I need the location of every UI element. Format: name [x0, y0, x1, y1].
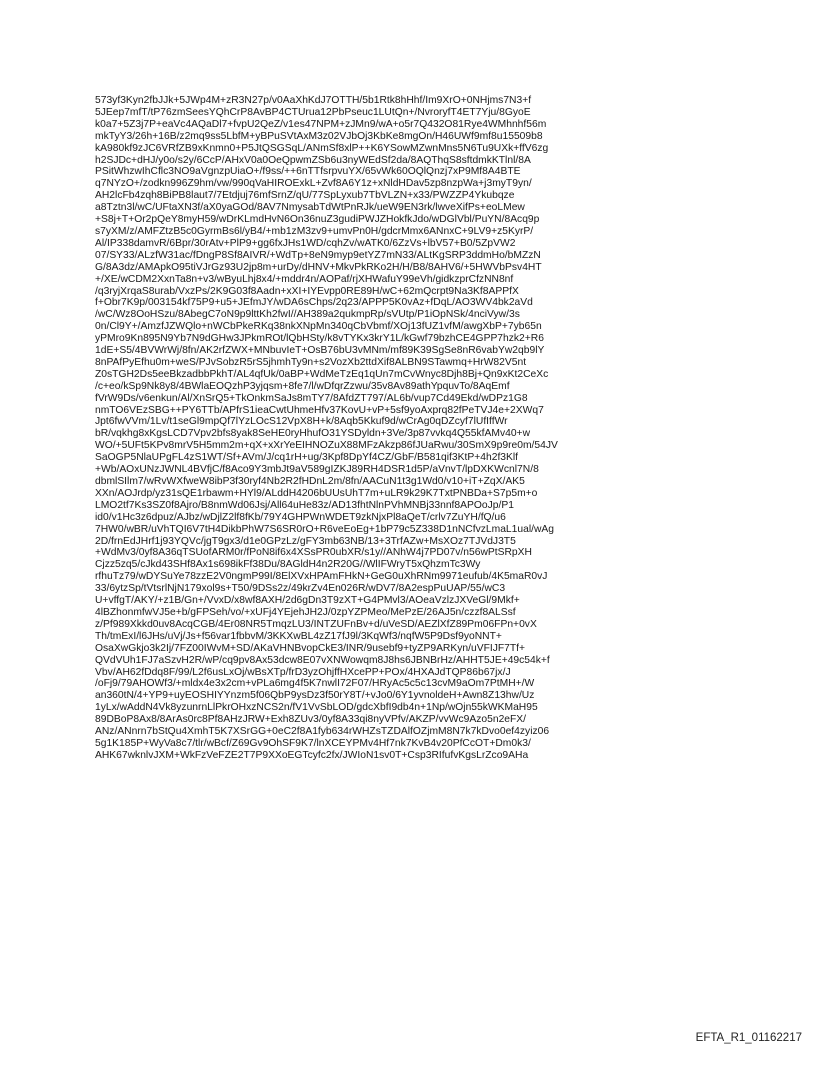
encoded-text-line: OsaXwGkjo3k2Ij/7FZ00IWvM+SD/AKaVHNBvopCkE3/INR/9usebf9+tyZP9ARKyn/uVFIJF7Tf+	[95, 642, 526, 654]
encoded-text-line: h2SJDc+dHJ/y0o/s2y/6CcP/AHxV0a0OeQpwmZSb6u3nyWEdSf2da/8AQThqS8sftdmkKTlnl/8A	[95, 154, 531, 166]
encoded-text-line: +WdMv3/0yf8A36qTSUofARM0r/fPoN8if6x4XSsPR0ubXR/s1y//ANhW4j7PD07v/n56wPtSRpXH	[95, 547, 532, 559]
encoded-text-line: z/Pf989Xkkd0uv8AcqCGB/4Er08NR5TmqzLU3/INTZUFnBv+d/uVeSD/AEZlXfZ89Pm06FPn+0vX	[95, 618, 537, 630]
encoded-text-line: Th/tmExI/l6JHs/uVj/Js+f56var1fbbvM/3KKXwBL4zZ17fJ9l/3KqWf3/nqfW5P9Dsf9yoNNT+	[95, 630, 502, 642]
encoded-text-line: LMO2tf7Ks3SZ0f8Ajro/B8nmWd06Jsj/All64uHe83z/AD13fhtNlnPVhMNBj33nnf8APOoJp/P1	[95, 499, 514, 511]
encoded-text-line: 0n/Cl9Y+/AmzfJZWQlo+nWCbPkeRKq38nkXNpMn340qCbVbmf/XOj13fUZ1vfM/awgXbP+7yb65n	[95, 321, 542, 333]
encoded-text-line: s7yXM/z/AMFZtzB5c0GyrmBs6l/yB4/+mb1zM3zv9+umvPn0H/gdcrMmx6ANnxC+9LV9+z5KyrP/	[95, 225, 534, 237]
encoded-text-line: XXn/AOJrdp/yz31sQE1rbawm+HYl9/ALddH4206bUUsUhT7m+uLR9k29K7TxtPNBDa+S7p5m+o	[95, 487, 538, 499]
encoded-text-line: +S8j+T+Or2pQeY8myH59/wDrKLmdHvN6On36nuZ3gudiPWJZHokfkJdo/wDGlVbl/PuYN/8Acq9p	[95, 214, 540, 226]
encoded-text-line: 89DBoP8Ax8/8ArAs0rc8Pf8AHzJRW+Exh8ZUv3/0yf8A33qi8nyVPfv/AKZP/vvWc9Azo5n2eFX/	[95, 714, 527, 726]
document-id-footer: EFTA_R1_01162217	[695, 1032, 802, 1044]
encoded-text-line: AH2lcFb4zqh8BiPB8laut7/7Etdjuj76mfSrnZ/qU/77SpLyxub7TbVLZN+x33/PWZZP4Ykubqze	[95, 190, 515, 202]
encoded-text-line: id0/v1Hc3z6dpuz/AJbz/wDjlZ2lf8fKb/79Y4GHPWnWDET9zkNjxPl8aQeT/crlv7ZuYH/fQ/u6	[95, 511, 506, 523]
encoded-text-line: a8Tztn3l/wC/UFtaXN3f/aX0yaGOd/8AV7NmysabTdWtPnRJk/ueW9EN3rk/lwveXifPs+eoLMew	[95, 202, 525, 214]
encoded-text-line: rfhuTz79/wDYSuYe78zzE2V0ngmP99I/8ElXVxHPAmFHkN+GeG0uXhRNm9971eufub/4K5maR0vJ	[95, 571, 548, 583]
encoded-text-line: Cjzz5zq5/cJkd43SHf8Ax1s698ikFf38Du/8AGldH4n2R20G//WlIFWryT5xQhzmTc3Wy	[95, 559, 481, 571]
encoded-text-line: /q3ryjXrqaS8urab/VxzPs/2K9G03f8Aadn+xXI+IYEvpp0RE89H/wC+62mQcrpt9Na3Kf8APPfX	[95, 285, 519, 297]
encoded-text-line: 33/6ytzSp/tVtsrlNjN179xol9s+T50/9DSs2z/49krZv4En026R/wDV7/8A2espPuUAP/55/wC3	[95, 583, 506, 595]
encoded-text-line: 8nPAfPyEfhu0m+weS/PJvSobzR5rS5jhmhTy9n+s2VozXb2ttdXif8ALBN9STawmq+HrW82V5nt	[95, 356, 527, 368]
encoded-text-line: q7NYzO+/zodkn996Z9hm/vw/990qVaHIROExkL+Zvf8A6Y1z+xNldHDav5zp8nzpWa+j3myT9yn/	[95, 178, 532, 190]
encoded-text-line: U+vffgT/AKY/+z1B/Gn+/VvxD/x8wf8AXH/2d6gDn3T9zXT+G4PMvl3/AOeaVzlzJXVeGl/9Mkf+	[95, 595, 520, 607]
encoded-text-line: /wC/Wz8OoHSzu/8AbegC7oN9p9lttKh2fwI//AH389a2qukmpRp/sVUtp/P1iOpNSk/4nciVyw/3s	[95, 309, 520, 321]
encoded-text-line: k0a7+5Z3j7P+eaVc4AQaDl7+fvpU2QeZ/v1es47NPM+zJMn9/wA+o5r7Q432O81Rye4WMhnhf56m	[95, 118, 547, 130]
encoded-text-line: f+Obr7K9p/003154kf75P9+u5+JEfmJY/wDA6sChps/2q23/APPP5K0vAz+fDqL/AO3WV4bk2aVd	[95, 297, 533, 309]
encoded-text-line: AHK67wknlvJXM+WkFzVeFZE2T7P9XXoEGTcyfc2fx/JWIoN1sv0T+Csp3RIfufvKgsLrZco9AHa	[95, 749, 529, 761]
encoded-text-line: nmTO6VEzSBG++PY6TTb/APfrS1ieaCwtUhmeHfv37KovU+vP+5sf9yoAxprq82fPeTVJ4e+2XWq7	[95, 404, 544, 416]
encoded-text-line: mkTyY3/26h+16B/z2mq9ss5LbfM+yBPuSVtAxM3z02VJbOj3KbKe8mgOn/H46UWf9mf8u15509b8	[95, 130, 543, 142]
encoded-text-line: /oFj9/79AHOWf3/+mldx4e3x2cm+vPLa6mg4f5K7nwlI72F07/HRyAc5c5c13cvM9aOm7PtMH+/W	[95, 678, 535, 690]
encoded-text-line: +Wb/AOxUNzJWNL4BVfjC/f8Aco9Y3mbJt9aV589gIZKJ89RH4DSR1d5P/aVnvT/lpDXKWcnl7N/8	[95, 464, 539, 476]
encoded-text-line: yPMro9Kn895N9Yb7N9dGHw3JPkmROt/lQbHSty/k8vTYKx3krY1L/kGwf79bzhCE4GPP7hzk2+R6	[95, 333, 544, 345]
encoded-text-line: 5JEep7mfT/tP76zmSeesYQhCrP8AvBP4CTUrua12PbPseuc1LUtQn+/NvroryfT4ET7Yju/8GyoE	[95, 106, 531, 118]
encoded-text-line: QVdVUh1FJ7aSzvH2R/wP/cq9pv8Ax53dcw8E07vXNWowqm8J8hs6JBNBrHz/AHHT5JE+49c54k+f	[95, 654, 550, 666]
encoded-text-line: +/XE/wCDM2XxnTa8n+v3/wByuLhj8x4/+mddr4n/AOPaf/rjXHWafuY99eVh/gidkzprCfzNN8nf	[95, 273, 514, 285]
encoded-text-line: an360tN/4+YP9+uyEOSHIYYnzm5f06QbP9ysDz3f50rY8T/+vJo0/6Y1yvnoldeH+Awn8Z13hw/Uz	[95, 690, 535, 702]
encoded-text-line: SaOGP5NlaUPgFL4zS1WT/Sf+AVm/J/cq1rH+ug/3Kpf8DpYf4CZ/GbF/B581qif3KtP+4h2f3Klf	[95, 452, 519, 464]
encoded-text-line: 7HW0/wBR/uVhTQI6V7tH4DikbPhW7S6SR0rO+R6veEoEg+1bP79c5Z338D1nNCfvzLmaL1ual/wAg	[95, 523, 555, 535]
encoded-text-line: /c+eo/kSp9Nk8y8/4BWlaEOQzhP3yjqsm+8fe7/l/wDfqrZzwu/35v8Av89athYpquvTo/8AqEmf	[95, 380, 510, 392]
encoded-text-line: Jpt6fwVVm/1Lv/t1seGl9mpQf7lYzLOcS12VpX8H+k/8Aqb5Kkuf9d/wCrAg0qDZcyf7lUfIffWr	[95, 416, 508, 428]
encoded-text-line: WO/+5UFt5KPv8mrV5H5mm2m+qX+xXrYeEIHNOZuX88MFzAkzp86fJUaRwu/30SmX9p9re0m/54JV	[95, 440, 558, 452]
encoded-text-line: PSitWhzwIhCflc3NO9aVgnzpUiaO+/f9ss/++6nTTfsrpvuYX/65vWk60OQlQnzj7xP9Mf8A4BTE	[95, 166, 521, 178]
encoded-text-line: 5g1K185P+WyVa8c7/tlr/wBcf/Z69Gv9OhSF9K7/lnXCEYPMv4Hf7nk7KvB4v20PfCcOT+Dm0k3/	[95, 737, 531, 749]
encoded-text-line: Z0sTGH2Ds5eeBkzadbbPkhT/AL4qfUk/0aBP+WdMeTzEq1qUn7mCvWnyc8Djh8Bj+Qn9xKt2CeXc	[95, 368, 549, 380]
encoded-text-line: 4lBZhonmfwVJ5e+b/gFPSeh/vo/+xUFj4YEjehJH2J/0zpYZPMeo/MePzE/26AJ5n/czzf8ALSsf	[95, 606, 516, 618]
encoded-text-line: 2D/frnEdJHrf1j93YQVc/jgT9gx3/d1e0GPzLz/gFY3mb63NB/13+3TrfAZw+MsXOz7TJVdJ3T5	[95, 535, 516, 547]
encoded-text-line: Vbv/AH62fDdq8F/99/L2f6usLxOj/wBsXTp/frD3yzOhjffHXcePP+POx/4HXAJdTQP86b67jx/J	[95, 666, 511, 678]
encoded-text-line: kA980kf9zJC6VRfZB9xKnmn0+P5JtQSGSqL/ANmSf8xlP++K6YSowMZwnMns5N6Tu9UXk+ffV6zg	[95, 142, 549, 154]
encoded-text-line: dbmlSIlm7/wRvWXfweW8ibP3f30ryf4Nb2R2fHDnL2m/8fn/AACuN1t3g1Wd0/v10+iT+ZqX/AK5	[95, 476, 525, 487]
encoded-text-line: 07/SY33/ALzfW31ac/fDngP8Sf8AIVR/+WdTp+8eN9myp9etYZ7mN33/ALtKgSRP3ddmHo/bMZzN	[95, 249, 541, 261]
encoded-text-line: fVrW9Ds/v6enkun/Al/XnSrQ5+TkOnkmSaJs8mTY7/8AfdZT797/AL6b/vup7Cd49Ekd/wDPz1G8	[95, 392, 528, 404]
encoded-text-line: Al/IP338damvR/6Bpr/30rAtv+PlP9+gg6fxJHs1WD/cqhZv/wATK0/6ZzVs+lbV57+B0/5ZpVW2	[95, 237, 516, 249]
encoded-text-line: 1dE+S5/4BVWrWj/8fn/AK2rfZWX+MNbuvIeT+OsB76bU3vMNm/mf89K39SgSe8nR6vabYw2qb9lY	[95, 345, 545, 357]
encoded-text-line: 1yLx/wAddN4Vk8yzunrnLlPkrOHxzNCS2n/fV1VvSbLOD/gdcXbfI9db4n+1Np/wOjn55kWKMaH95	[95, 702, 538, 714]
encoded-text-block	[95, 95, 735, 762]
encoded-text-line: G/8A3dz/AMApkO95tiVJrGz93U2jp8m+urDy/dHNV+MkvPkRKo2H/H/B8/8AHV6/+5HWVbPsv4HT	[95, 261, 542, 273]
encoded-text-line: 573yf3Kyn2fbJJk+5JWp4M+zR3N27p/v0AaXhKdJ7OTTH/5b1Rtk8hHhf/Im9XrO+0NHjms7N3+f	[95, 95, 532, 106]
encoded-text-line: bR/vqkhg8xKgsLCD7Vpv2bfs8yak8SeHE0ryHhufO31YSDyldn+3Ve/3p87vvkq4Q55kfAMv40+w	[95, 428, 531, 440]
encoded-text-line: ANz/ANnrn7bStQu4XmhT5K7XSrGG+0eC2f8A1fyb634rWHZsTZDAlfOZjmM8N7k7kDvo0ef4zyiz06	[95, 726, 550, 738]
